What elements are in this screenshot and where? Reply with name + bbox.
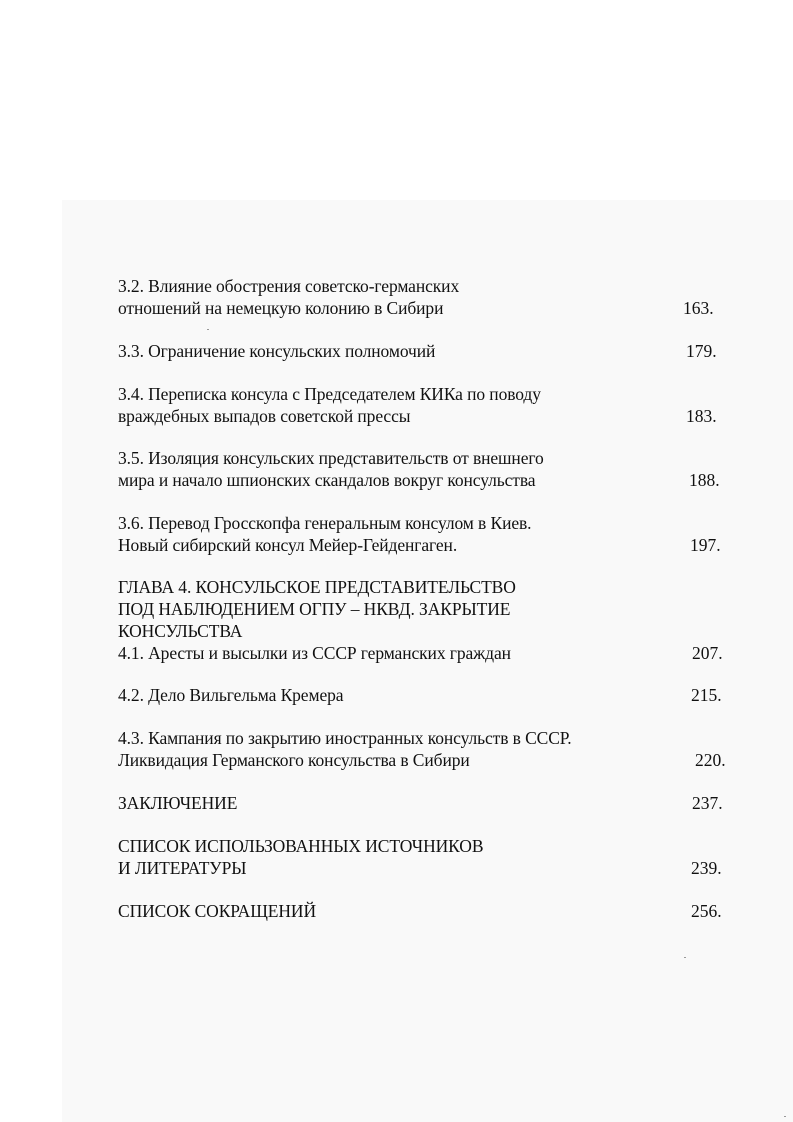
toc-entry-abbreviations xyxy=(118,900,316,922)
toc-entry-line: 4.1. Аресты и высылки из СССР германских граждан xyxy=(118,643,511,663)
toc-entry-4-3 xyxy=(118,727,572,771)
toc-entry-line: отношений на немецкую колонию в Сибири xyxy=(118,298,444,318)
toc-page-number: 197. xyxy=(690,535,721,555)
toc-page-number: 207. xyxy=(692,643,723,663)
toc-entry-chapter-4 xyxy=(118,576,516,664)
toc-page-number: 215. xyxy=(691,685,722,705)
toc-entry-3-3 xyxy=(118,340,435,362)
toc-entry-3-4 xyxy=(118,383,541,427)
toc-entry-conclusion xyxy=(118,792,237,814)
toc-chapter-title-line: ПОД НАБЛЮДЕНИЕМ ОГПУ – НКВД. ЗАКРЫТИЕ xyxy=(118,599,511,619)
toc-entry-line: Новый сибирский консул Мейер-Гейденгаген. xyxy=(118,535,458,555)
toc-entry-line: СПИСОК СОКРАЩЕНИЙ xyxy=(118,901,316,921)
scan-speck xyxy=(784,1116,786,1117)
toc-entry-line: И ЛИТЕРАТУРЫ xyxy=(118,858,247,878)
toc-entry-line: 3.2. Влияние обострения советско-германских xyxy=(118,276,460,296)
toc-entry-line: СПИСОК ИСПОЛЬЗОВАННЫХ ИСТОЧНИКОВ xyxy=(118,836,484,856)
toc-page-number: 179. xyxy=(686,341,717,361)
toc-entry-3-6 xyxy=(118,512,531,556)
toc-entry-line: 3.3. Ограничение консульских полномочий xyxy=(118,341,436,361)
toc-entry-line: враждебных выпадов советской прессы xyxy=(118,406,411,426)
toc-entry-3-2 xyxy=(118,275,459,319)
toc-entry-4-2 xyxy=(118,684,343,706)
toc-page-number: 256. xyxy=(691,901,722,921)
toc-entry-line: 4.3. Кампания по закрытию иностранных консульств в СССР. xyxy=(118,728,572,748)
toc-entry-line: 4.2. Дело Вильгельма Кремера xyxy=(118,685,344,705)
toc-entry-line: ЗАКЛЮЧЕНИЕ xyxy=(118,793,238,813)
toc-entry-sources xyxy=(118,835,483,879)
toc-entry-line: мира и начало шпионских скандалов вокруг консульства xyxy=(118,470,536,490)
toc-page-number: 188. xyxy=(689,470,720,490)
toc-entry-line: Ликвидация Германского консульства в Сибири xyxy=(118,750,470,770)
toc-entry-3-5 xyxy=(118,447,544,491)
toc-page-number: 220. xyxy=(695,750,726,770)
toc-page-number: 239. xyxy=(691,858,722,878)
toc-page-number: 183. xyxy=(686,406,717,426)
toc-entry-line: 3.4. Переписка консула с Председателем КИКа по поводу xyxy=(118,384,541,404)
toc-entry-line: 3.5. Изоляция консульских представительств от внешнего xyxy=(118,448,544,468)
toc-page-number: 163. xyxy=(683,298,714,318)
scan-speck xyxy=(684,957,686,958)
scan-speck xyxy=(207,329,209,330)
toc-chapter-title-line: ГЛАВА 4. КОНСУЛЬСКОЕ ПРЕДСТАВИТЕЛЬСТВО xyxy=(118,577,516,597)
toc-chapter-title-line: КОНСУЛЬСТВА xyxy=(118,621,243,641)
toc-page-number: 237. xyxy=(692,793,723,813)
toc-entry-line: 3.6. Перевод Гросскопфа генеральным консулом в Киев. xyxy=(118,513,532,533)
